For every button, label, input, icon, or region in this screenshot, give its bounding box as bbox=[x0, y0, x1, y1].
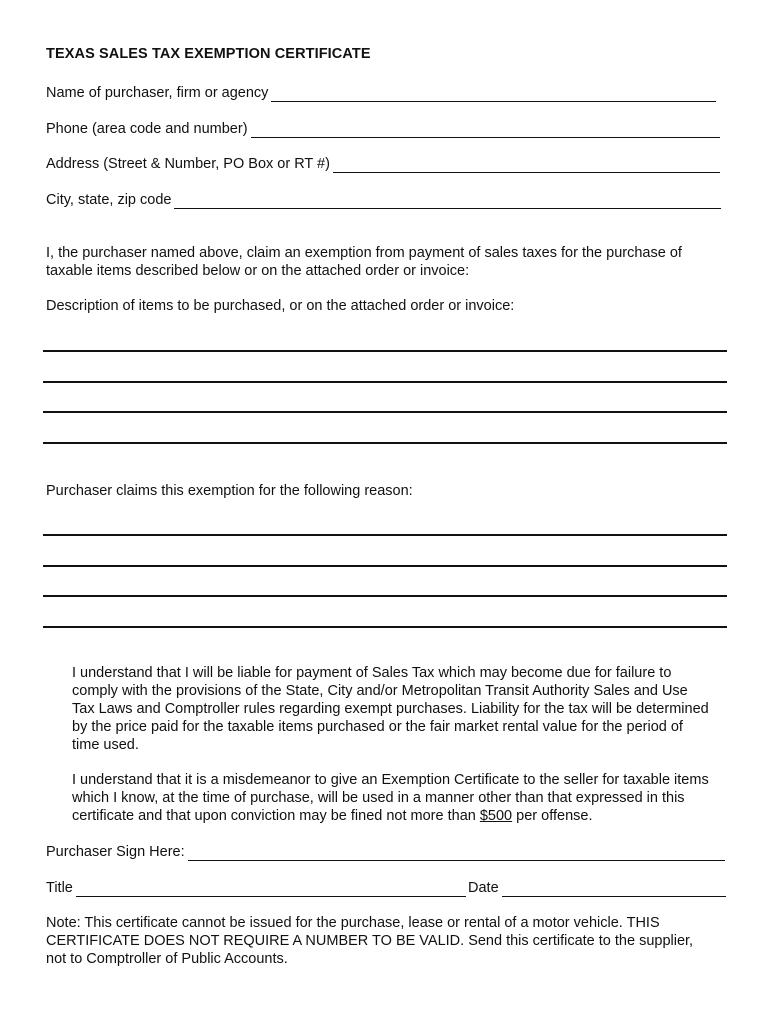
liability-statement: I understand that I will be liable for payment of Sales Tax which may become due for failure to comply with the provisions of the State, City and/or Metropolitan Transit Authority Sales and Use Tax Laws and Comptroller rules regarding exempt purchases. Liability for the tax will be determined by the price paid for the taxable items purchased or the fair market rental value for the period of time used. bbox=[72, 665, 709, 753]
date-input[interactable] bbox=[502, 881, 726, 897]
signature-label: Purchaser Sign Here: bbox=[46, 844, 185, 860]
misdemeanor-suffix: per offense. bbox=[512, 808, 593, 824]
date-field[interactable] bbox=[468, 877, 726, 897]
description-line[interactable] bbox=[43, 350, 727, 352]
note: Note: This certificate cannot be issued for the purchase, lease or rental of a motor vehicle. THIS CERTIFICATE DOES NOT REQUIRE A NUMBER TO BE VALID. Send this certificate to the supplier, not to Comptroller of Public Accounts. bbox=[46, 915, 694, 967]
address-field[interactable] bbox=[46, 153, 720, 173]
date-label: Date bbox=[468, 880, 499, 896]
title-input[interactable] bbox=[76, 881, 466, 897]
description-line[interactable] bbox=[43, 381, 727, 383]
purchaser-name-field[interactable] bbox=[46, 82, 716, 102]
phone-input[interactable] bbox=[251, 122, 720, 138]
reason-label: Purchaser claims this exemption for the following reason: bbox=[46, 483, 413, 499]
signature-input[interactable] bbox=[188, 845, 725, 861]
misdemeanor-statement bbox=[72, 771, 712, 825]
reason-line[interactable] bbox=[43, 565, 727, 567]
description-line[interactable] bbox=[43, 411, 727, 413]
title-label: Title bbox=[46, 880, 73, 896]
purchaser-name-input[interactable] bbox=[271, 86, 716, 102]
city-state-zip-input[interactable] bbox=[174, 193, 721, 209]
reason-line[interactable] bbox=[43, 595, 727, 597]
misdemeanor-text: I understand that it is a misdemeanor to give an Exemption Certificate to the seller for taxable items which I know, at the time of purchase, will be used in a manner other than that expressed in this certificate and that upon conviction may be fined not more than bbox=[72, 772, 709, 824]
city-state-zip-label: City, state, zip code bbox=[46, 192, 172, 208]
description-label: Description of items to be purchased, or on the attached order or invoice: bbox=[46, 298, 515, 314]
claim-statement: I, the purchaser named above, claim an exemption from payment of sales taxes for the purchase of taxable items described below or on the attached order or invoice: bbox=[46, 245, 682, 279]
reason-line[interactable] bbox=[43, 534, 727, 536]
address-label: Address (Street & Number, PO Box or RT #) bbox=[46, 156, 330, 172]
fine-amount: $500 bbox=[479, 808, 513, 824]
city-state-zip-field[interactable] bbox=[46, 189, 721, 209]
phone-field[interactable] bbox=[46, 118, 720, 138]
signature-field[interactable] bbox=[46, 841, 725, 861]
page-title: TEXAS SALES TAX EXEMPTION CERTIFICATE bbox=[46, 46, 371, 62]
phone-label: Phone (area code and number) bbox=[46, 121, 248, 137]
reason-line[interactable] bbox=[43, 626, 727, 628]
title-field[interactable] bbox=[46, 877, 466, 897]
description-line[interactable] bbox=[43, 442, 727, 444]
address-input[interactable] bbox=[333, 157, 720, 173]
purchaser-name-label: Name of purchaser, firm or agency bbox=[46, 85, 269, 101]
